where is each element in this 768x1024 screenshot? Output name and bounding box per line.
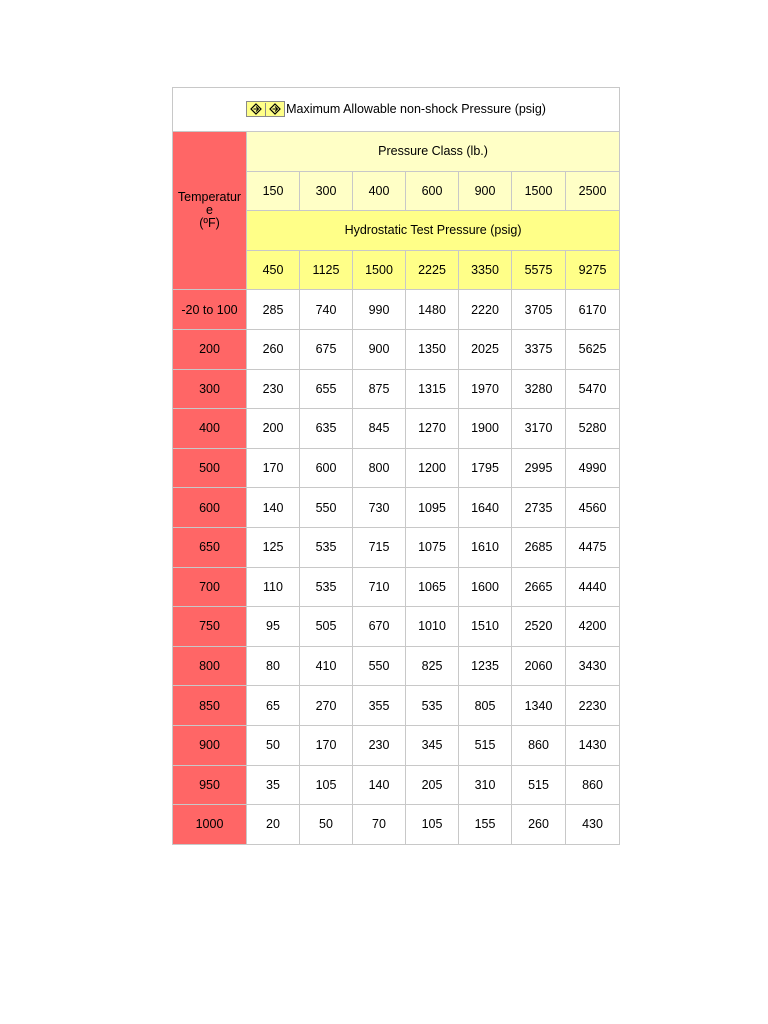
temperature-header-label: Temperature <box>177 190 242 218</box>
expand-icon[interactable] <box>247 103 265 116</box>
temperature-cell: 850 <box>173 686 247 726</box>
pressure-value-cell: 1795 <box>459 448 512 488</box>
pressure-value-cell: 990 <box>353 290 406 330</box>
temperature-cell: 650 <box>173 527 247 567</box>
pressure-value-cell: 655 <box>300 369 353 409</box>
pressure-value-cell: 4990 <box>566 448 620 488</box>
table-title: Maximum Allowable non-shock Pressure (psig) <box>286 102 546 116</box>
pressure-value-cell: 1200 <box>406 448 459 488</box>
temperature-header-cell <box>173 132 247 290</box>
pressure-value-cell: 70 <box>353 805 406 845</box>
pressure-value-cell: 825 <box>406 646 459 686</box>
table-row <box>173 409 620 449</box>
pressure-value-cell: 860 <box>566 765 620 805</box>
pressure-value-cell: 50 <box>300 805 353 845</box>
pressure-value-cell: 2665 <box>512 567 566 607</box>
pressure-value-cell: 3375 <box>512 329 566 369</box>
hydrostatic-header: Hydrostatic Test Pressure (psig) <box>247 211 620 251</box>
pressure-value-cell: 110 <box>247 567 300 607</box>
pressure-value-cell: 260 <box>512 805 566 845</box>
pressure-class-cell: 900 <box>459 171 512 211</box>
pressure-value-cell: 1640 <box>459 488 512 528</box>
temperature-cell: 200 <box>173 329 247 369</box>
pressure-value-cell: 1610 <box>459 527 512 567</box>
pressure-value-cell: 4475 <box>566 527 620 567</box>
table-row <box>173 448 620 488</box>
temperature-cell: 400 <box>173 409 247 449</box>
temperature-cell: 500 <box>173 448 247 488</box>
pressure-value-cell: 805 <box>459 686 512 726</box>
pressure-value-cell: 1270 <box>406 409 459 449</box>
pressure-value-cell: 5280 <box>566 409 620 449</box>
hydrostatic-cell: 450 <box>247 250 300 290</box>
pressure-value-cell: 1480 <box>406 290 459 330</box>
pressure-class-cell: 150 <box>247 171 300 211</box>
temperature-cell: 700 <box>173 567 247 607</box>
pressure-value-cell: 105 <box>300 765 353 805</box>
table-title-cell <box>173 88 620 132</box>
table-row <box>173 765 620 805</box>
pressure-value-cell: 95 <box>247 607 300 647</box>
pressure-value-cell: 800 <box>353 448 406 488</box>
pressure-value-cell: 5625 <box>566 329 620 369</box>
table-row <box>173 646 620 686</box>
pressure-value-cell: 505 <box>300 607 353 647</box>
temperature-unit-label: (ºF) <box>199 216 220 231</box>
pressure-value-cell: 2025 <box>459 329 512 369</box>
pressure-value-cell: 2520 <box>512 607 566 647</box>
table-row <box>173 329 620 369</box>
pressure-value-cell: 1235 <box>459 646 512 686</box>
table-row <box>173 290 620 330</box>
temperature-cell: -20 to 100 <box>173 290 247 330</box>
pressure-value-cell: 1340 <box>512 686 566 726</box>
temperature-cell: 950 <box>173 765 247 805</box>
pressure-value-cell: 715 <box>353 527 406 567</box>
pressure-value-cell: 3280 <box>512 369 566 409</box>
pressure-value-cell: 1315 <box>406 369 459 409</box>
pressure-rating-table <box>172 87 620 845</box>
table-row <box>173 725 620 765</box>
temperature-cell: 800 <box>173 646 247 686</box>
pressure-value-cell: 80 <box>247 646 300 686</box>
pressure-value-cell: 875 <box>353 369 406 409</box>
pressure-value-cell: 535 <box>406 686 459 726</box>
pressure-value-cell: 3170 <box>512 409 566 449</box>
pressure-value-cell: 230 <box>353 725 406 765</box>
pressure-value-cell: 65 <box>247 686 300 726</box>
pressure-class-cell: 300 <box>300 171 353 211</box>
hydrostatic-cell: 2225 <box>406 250 459 290</box>
pressure-value-cell: 675 <box>300 329 353 369</box>
pressure-value-cell: 1010 <box>406 607 459 647</box>
pressure-value-cell: 170 <box>300 725 353 765</box>
pressure-value-cell: 170 <box>247 448 300 488</box>
hydrostatic-cell: 9275 <box>566 250 620 290</box>
pressure-value-cell: 730 <box>353 488 406 528</box>
pressure-value-cell: 710 <box>353 567 406 607</box>
pressure-value-cell: 35 <box>247 765 300 805</box>
table-row <box>173 805 620 845</box>
pressure-value-cell: 550 <box>353 646 406 686</box>
hydrostatic-cell: 1500 <box>353 250 406 290</box>
pressure-value-cell: 1600 <box>459 567 512 607</box>
hydrostatic-cell: 5575 <box>512 250 566 290</box>
pressure-value-cell: 105 <box>406 805 459 845</box>
expand-icon[interactable] <box>265 103 284 116</box>
table-row <box>173 369 620 409</box>
pressure-value-cell: 5470 <box>566 369 620 409</box>
pressure-value-cell: 355 <box>353 686 406 726</box>
pressure-value-cell: 1075 <box>406 527 459 567</box>
pressure-value-cell: 20 <box>247 805 300 845</box>
pressure-value-cell: 1065 <box>406 567 459 607</box>
pressure-value-cell: 430 <box>566 805 620 845</box>
pressure-value-cell: 515 <box>459 725 512 765</box>
pressure-value-cell: 4200 <box>566 607 620 647</box>
pressure-value-cell: 1510 <box>459 607 512 647</box>
pressure-value-cell: 345 <box>406 725 459 765</box>
pressure-value-cell: 535 <box>300 567 353 607</box>
pressure-value-cell: 285 <box>247 290 300 330</box>
pressure-value-cell: 155 <box>459 805 512 845</box>
table-row <box>173 686 620 726</box>
temperature-cell: 300 <box>173 369 247 409</box>
temperature-cell: 900 <box>173 725 247 765</box>
pressure-value-cell: 600 <box>300 448 353 488</box>
pressure-value-cell: 740 <box>300 290 353 330</box>
title-row <box>173 88 620 132</box>
pressure-value-cell: 535 <box>300 527 353 567</box>
table-row <box>173 527 620 567</box>
pressure-value-cell: 2060 <box>512 646 566 686</box>
pressure-value-cell: 2685 <box>512 527 566 567</box>
pressure-class-cell: 1500 <box>512 171 566 211</box>
pressure-class-cell: 400 <box>353 171 406 211</box>
pressure-value-cell: 200 <box>247 409 300 449</box>
table-row <box>173 488 620 528</box>
pressure-value-cell: 410 <box>300 646 353 686</box>
pressure-class-header-row <box>173 132 620 172</box>
pressure-value-cell: 3430 <box>566 646 620 686</box>
hydrostatic-cell: 3350 <box>459 250 512 290</box>
pressure-value-cell: 1430 <box>566 725 620 765</box>
pressure-value-cell: 845 <box>353 409 406 449</box>
pressure-value-cell: 550 <box>300 488 353 528</box>
temperature-cell: 600 <box>173 488 247 528</box>
pressure-value-cell: 310 <box>459 765 512 805</box>
pressure-value-cell: 1970 <box>459 369 512 409</box>
pressure-value-cell: 515 <box>512 765 566 805</box>
pressure-value-cell: 125 <box>247 527 300 567</box>
pressure-value-cell: 900 <box>353 329 406 369</box>
pressure-value-cell: 860 <box>512 725 566 765</box>
temperature-cell: 750 <box>173 607 247 647</box>
temperature-cell: 1000 <box>173 805 247 845</box>
pressure-value-cell: 140 <box>247 488 300 528</box>
pressure-value-cell: 2735 <box>512 488 566 528</box>
pressure-value-cell: 1350 <box>406 329 459 369</box>
pressure-value-cell: 670 <box>353 607 406 647</box>
pressure-value-cell: 260 <box>247 329 300 369</box>
pressure-value-cell: 140 <box>353 765 406 805</box>
table-row <box>173 607 620 647</box>
pressure-class-header: Pressure Class (lb.) <box>247 132 620 172</box>
pressure-value-cell: 205 <box>406 765 459 805</box>
title-icon-group[interactable] <box>246 101 285 117</box>
pressure-value-cell: 2220 <box>459 290 512 330</box>
pressure-value-cell: 1095 <box>406 488 459 528</box>
pressure-value-cell: 4560 <box>566 488 620 528</box>
pressure-value-cell: 2995 <box>512 448 566 488</box>
pressure-value-cell: 4440 <box>566 567 620 607</box>
pressure-class-cell: 600 <box>406 171 459 211</box>
pressure-value-cell: 1900 <box>459 409 512 449</box>
pressure-value-cell: 230 <box>247 369 300 409</box>
pressure-value-cell: 635 <box>300 409 353 449</box>
pressure-value-cell: 270 <box>300 686 353 726</box>
pressure-value-cell: 3705 <box>512 290 566 330</box>
pressure-rating-sheet <box>172 87 619 845</box>
table-row <box>173 567 620 607</box>
pressure-value-cell: 50 <box>247 725 300 765</box>
pressure-class-cell: 2500 <box>566 171 620 211</box>
pressure-value-cell: 6170 <box>566 290 620 330</box>
hydrostatic-cell: 1125 <box>300 250 353 290</box>
pressure-value-cell: 2230 <box>566 686 620 726</box>
